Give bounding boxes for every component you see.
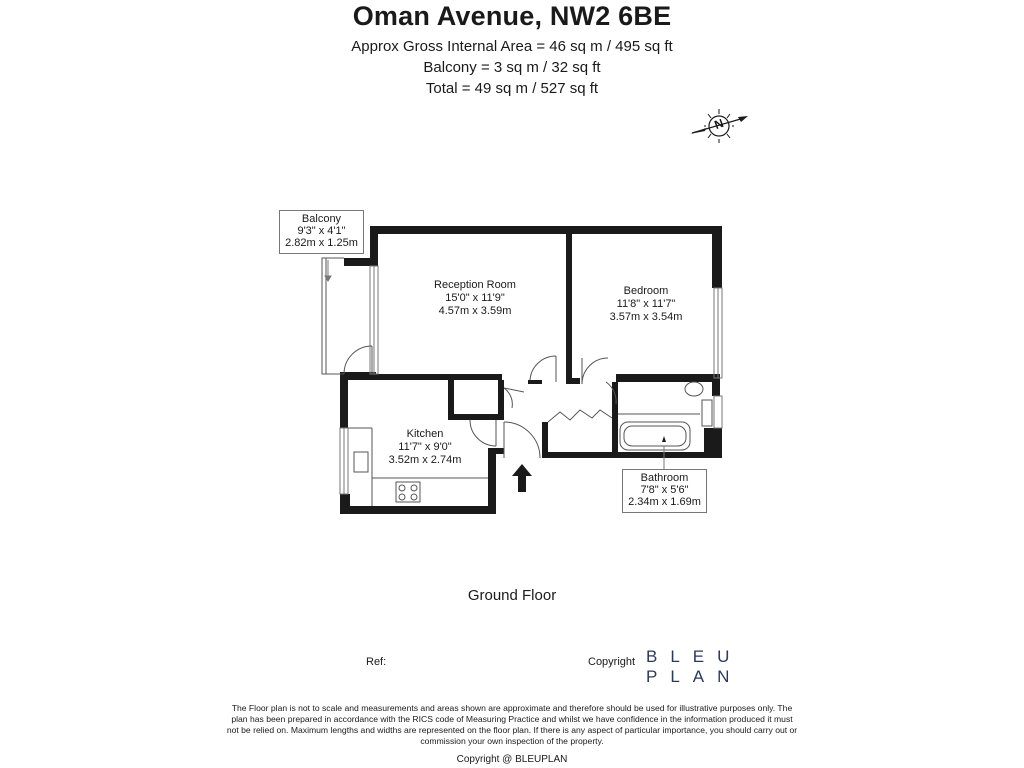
total-area: Total = 49 sq m / 527 sq ft (425, 80, 599, 97)
disclaimer: The Floor plan is not to scale and measurements and areas shown are approximate and therefore should be used for illustrative purposes only. The plan has been prepared in accordance with the RICS code of Measuring Practice and whilst we have confidence in the information produced it must not be relied on. Maximum lengths and widths are represented on the floor plan. If there is any aspect of particular importance, you should carry out or commission your own inspection of the property. (226, 703, 798, 746)
compass-letter: N (712, 115, 726, 133)
balcony-name: Balcony (301, 213, 342, 225)
kitchen-name: Kitchen (406, 428, 444, 440)
balcony-label (279, 210, 364, 254)
reception-imperial: 15'0" x 11'9" (445, 292, 505, 304)
copyright-bottom: Copyright @ BLEUPLAN (456, 754, 568, 765)
kitchen-metric: 3.52m x 2.74m (388, 454, 462, 466)
logo-line1: BLEU (646, 647, 743, 666)
floor-caption: Ground Floor (467, 587, 557, 604)
entrance-arrow-icon (512, 464, 532, 492)
ref-label: Ref: (366, 656, 387, 668)
balcony-imperial: 9'3" x 4'1" (297, 225, 346, 237)
logo-line2: PLAN (646, 667, 743, 686)
bathroom-label (622, 469, 707, 513)
copyright-label: Copyright (588, 656, 636, 668)
bedroom-label (580, 285, 712, 324)
kitchen-imperial: 11'7" x 9'0" (398, 441, 452, 453)
balcony-area: Balcony = 3 sq m / 32 sq ft (423, 59, 601, 76)
reception-name: Reception Room (434, 279, 516, 291)
kitchen-label (370, 428, 480, 467)
bathroom-name: Bathroom (640, 472, 689, 484)
bedroom-name: Bedroom (623, 285, 669, 297)
page-title: Oman Avenue, NW2 6BE (352, 1, 672, 31)
balcony-metric: 2.82m x 1.25m (285, 237, 358, 249)
reception-metric: 4.57m x 3.59m (438, 305, 512, 317)
bathroom-fixtures (620, 382, 712, 450)
bathroom-imperial: 7'8" x 5'6" (640, 484, 689, 496)
bedroom-metric: 3.57m x 3.54m (609, 311, 683, 323)
bedroom-imperial: 11'8" x 11'7" (616, 298, 676, 310)
balcony-outline (322, 258, 344, 374)
reception-label (400, 279, 550, 318)
bathroom-metric: 2.34m x 1.69m (628, 496, 701, 508)
gross-internal-area: Approx Gross Internal Area = 46 sq m / 495 sq ft (351, 38, 673, 55)
